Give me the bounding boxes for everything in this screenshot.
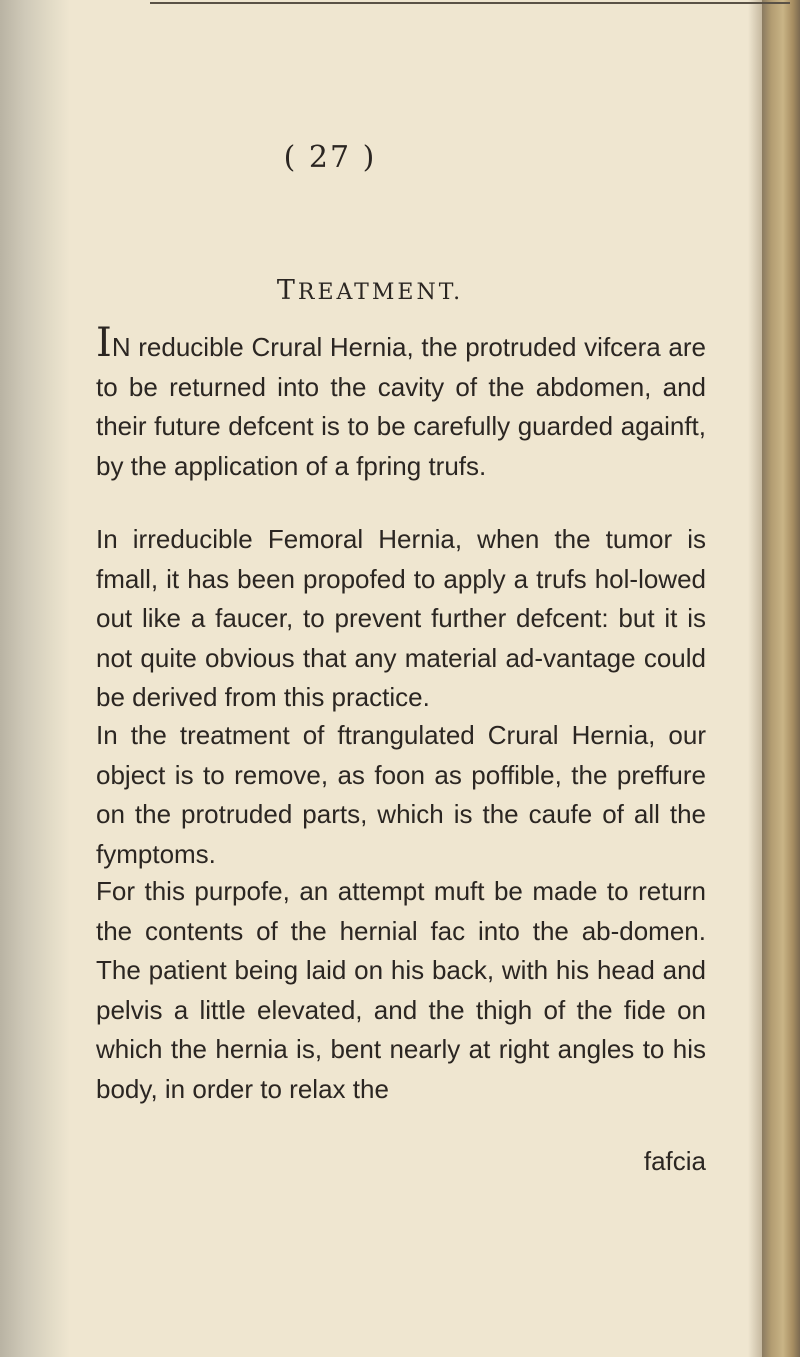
paragraph-2: In irreducible Femoral Hernia, when the tumor is fmall, it has been propofed to apply a trufs hol-lowed out like a faucer, to prevent further defcent: but it is not quite obvious that any material ad-vantage could be derived from this practice. bbox=[96, 524, 706, 712]
heading-rest: REATMENT. bbox=[297, 280, 464, 305]
paragraph-3: In the treatment of ftrangulated Crural Hernia, our object is to remove, as foon as poffible, the preffure on the protruded parts, which is the caufe of all the fymptoms. bbox=[96, 720, 706, 869]
page-number: ( 27 ) bbox=[283, 140, 377, 175]
section-heading bbox=[0, 275, 770, 306]
paragraph-4: For this purpofe, an attempt muft be made to return the contents of the hernial fac into the ab-domen. The patient being laid on his back, with his head and pelvis a little elevated, and the thigh of the fide on which the hernia is, bent nearly at right angles to his body, in order to relax the bbox=[96, 876, 706, 1104]
catchword: fafcia bbox=[643, 1146, 706, 1176]
page-top-border bbox=[150, 2, 790, 4]
page-edge-strip bbox=[762, 0, 800, 1357]
page-edge-shadow bbox=[748, 0, 762, 1357]
paragraph-1-text: N reducible Crural Hernia, the protruded vifcera are to be returned into the cavity of the abdomen, and their future defcent is to be carefully guarded againft, by the application of a fpring trufs. bbox=[96, 332, 706, 481]
heading-initial: T bbox=[276, 275, 298, 306]
paragraph-1 bbox=[96, 320, 706, 486]
drop-initial: I bbox=[96, 320, 112, 366]
